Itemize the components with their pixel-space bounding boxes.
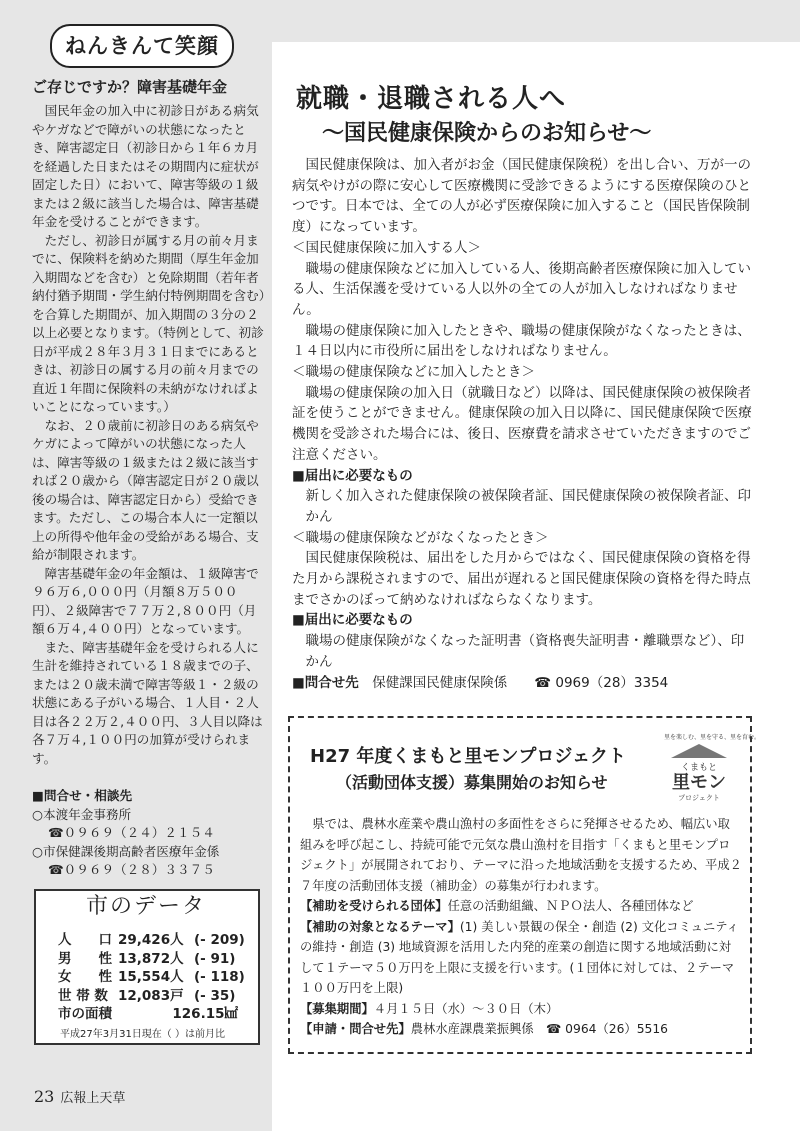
sidebar-paragraph: なお、２０歳前に初診日のある病気やケガによって障がいの状態になった人は、障害等級の１級または２級に該当すれば２０歳から（障害認定日が２０歳以後の場合は、障害認定日から）受給できます。ただし、この場合本人に一定額以上の所得や他年金の受給がある場合、支給が制限されます。 <box>32 417 259 562</box>
notice-item-label: 【補助を受けられる団体】 <box>300 899 448 913</box>
section-heading: ＜職場の健康保険などがなくなったとき＞ <box>292 529 549 546</box>
sidebar-paragraph: 障害基礎年金の年金額は、１級障害で９６万６,０００円（月額８万５００円）、２級障害で７７万２,８００円（月額６万４,４００円）となっています。 <box>32 565 259 636</box>
sidebar-paragraph: また、障害基礎年金を受けられる人に生計を維持されている１８歳までの子、または２０歳未満で障害等級１・２級の状態にある子がいる場合、１人目・２人目は各２２万２,４００円、３人目以降は各７万４,１００円の加算が受けられます。 <box>32 639 263 766</box>
logo-name-large: 里モン <box>672 772 726 793</box>
contact-heading: ■問合せ・相談先 <box>32 788 133 803</box>
article-subtitle: ～国民健康保険からのお知らせ～ <box>322 121 652 146</box>
notice-title: H27 年度くまもと里モンプロジェクト <box>310 746 627 767</box>
requirements-heading: ■届出に必要なもの <box>292 612 413 629</box>
contact-office: ○本渡年金事務所 <box>32 806 132 822</box>
page-number: 23 <box>34 1087 55 1106</box>
sidebar-contact <box>32 787 272 880</box>
notice-item-text: (1) 美しい景観の保全・創造 (2) 文化コミュニティの維持・創造 (3) 地域資源を活用した内発的産業の創造に関する地域活動に対して１テーマ５０万円を上限に支援を行います。(１団体に対しては、２テーマ１００万円を上限) <box>300 919 739 995</box>
city-data-title: 市のデータ <box>86 894 207 919</box>
satomon-logo <box>664 732 761 806</box>
notice-subtitle: （活動団体支援）募集開始のお知らせ <box>336 773 608 792</box>
notice-item-text: ４月１５日（水）～３０日（木） <box>373 1001 559 1016</box>
logo-tagline: 里を楽しむ、里を守る、里を育む。 <box>664 734 761 741</box>
notice-item <box>300 917 742 999</box>
notice-item-text: 農林水産課農業振興係 ☎ 0964（26）5516 <box>410 1022 669 1036</box>
city-data-row <box>58 968 308 987</box>
sidebar-body <box>32 102 268 768</box>
contact-dept: 保健課国民健康保険係 <box>372 674 508 691</box>
city-data-row <box>58 987 308 1006</box>
city-data-table <box>58 931 308 1024</box>
article-paragraph: 職場の健康保険などに加入している人、後期高齢者医療保険に加入している人、生活保護を受けている人以外の全ての人が加入しなければなりません。 <box>292 260 751 318</box>
data-value: 126.15㎢ <box>172 1006 238 1022</box>
city-data-row <box>58 950 308 969</box>
notice-body <box>300 814 742 1040</box>
data-label: 世 帯 数 <box>58 987 108 1004</box>
notice-item-label: 【募集期間】 <box>300 1001 374 1016</box>
notice-intro: 県では、農林水産業や農山漁村の多面性をさらに発揮させるため、幅広い取組みを呼び起こし、持続可能で元気な農山漁村を目指す「くまもと里モンプロジェクト」が展開されており、テーマに沿った地域活動を支援するため、平成２７年度の活動団体支援（補助金）の募集が行われます。 <box>300 817 742 893</box>
city-data-box <box>34 889 260 1045</box>
page-footer <box>34 1087 125 1106</box>
article-intro: 国民健康保険は、加入者がお金（国民健康保険税）を出し合い、万が一の病気やけがの際に安心して医療機関に受診できるようにする医療保険のひとつです。日本では、全ての人が必ず医療保険に加入すること（国民皆保険制度）になっています。 <box>292 157 751 236</box>
city-data-row <box>58 1005 308 1024</box>
data-value: 15,554人 <box>118 969 184 985</box>
notice-item-label: 【申請・問合せ先】 <box>300 1022 411 1036</box>
notice-item <box>300 1019 742 1040</box>
contact-label: ■問合せ先 <box>292 674 359 691</box>
contact-phone: ☎０９６９（２８）３３７５ <box>48 862 215 877</box>
data-change: (- 118) <box>194 969 245 985</box>
data-label: 人 口 <box>58 932 112 948</box>
article-contact <box>292 673 752 694</box>
contact-office: ○市保健課後期高齢者医療年金係 <box>32 843 220 859</box>
data-change: (- 209) <box>194 932 245 948</box>
contact-phone: ☎０９６９（２４）２１５４ <box>48 825 215 840</box>
header-band <box>272 0 800 42</box>
requirements-heading: ■届出に必要なもの <box>292 467 413 484</box>
article-body <box>292 155 752 693</box>
notice-item-label: 【補助の対象となるテーマ】 <box>300 919 460 934</box>
requirements-text: 職場の健康保険がなくなった証明書（資格喪失証明書・離職票など）、印かん <box>305 633 745 670</box>
data-label: 男 性 <box>58 950 112 967</box>
house-roof-icon <box>671 744 727 758</box>
notice-item <box>300 896 742 917</box>
data-label: 女 性 <box>58 969 112 985</box>
data-change: (- 35) <box>194 987 236 1004</box>
article-paragraph: 職場の健康保険の加入日（就職日など）以降は、国民健康保険の被保険者証を使うことができません。健康保険の加入日以降に、国民健康保険で医療機関を受診された場合には、後日、医療費を請求させていただきますのでご注意ください。 <box>292 384 752 463</box>
column-tag: ねんきんて笑顔 <box>50 24 234 68</box>
data-label: 市の面積 <box>58 1006 112 1022</box>
city-data-note: 平成27年3月31日現在（ ）は前月比 <box>60 1029 225 1040</box>
requirements-text: 新しく加入された健康保険の被保険者証、国民健康保険の被保険者証、印かん <box>305 488 751 525</box>
sidebar-title: ご存じですか？障害基礎年金 <box>32 78 228 96</box>
logo-name-small: くまもと <box>680 763 717 773</box>
sidebar-paragraph: ただし、初診日が属する月の前々月までに、保険料を納めた期間（厚生年金加入期間などを含む）と免除期間（若年者納付猶予期間・学生納付特例期間を含む）を合算した期間が、加入期間の３分の２以上必要となります。（特例として、初診日が平成２８年３月３１日までにあるときは、初診日の属する月の前々月までの直近１年間に保険料の未納がなければよいことになっています。） <box>32 232 265 414</box>
sidebar-paragraph: 国民年金の加入中に初診日がある病気やケガなどで障がいの状態になったとき、障害認定日（初診日から１年６カ月を経過した日またはその期間内に症状が固定した日）において、障害等級の１級または２級に該当した場合は、障害基礎年金を受けることができます。 <box>32 103 259 229</box>
logo-sub: プロジェクト <box>678 794 720 802</box>
data-value: 13,872人 <box>118 950 184 967</box>
article-paragraph: 国民健康保険税は、届出をした月からではなく、国民健康保険の資格を得た月から課税されますので、届出が遅れると国民健康保険の資格を得た時点までさかのぼって納めなければならなくなります。 <box>292 550 751 608</box>
notice-box <box>288 716 761 1054</box>
notice-item-text: 任意の活動組織、ＮＰＯ法人、各種団体など <box>447 899 694 913</box>
data-value: 12,083戸 <box>118 987 184 1004</box>
data-value: 29,426人 <box>118 932 184 948</box>
publication-name: 広報上天草 <box>60 1091 126 1106</box>
section-heading: ＜国民健康保険に加入する人＞ <box>292 239 481 256</box>
article-title: 就職・退職される人へ <box>296 84 567 114</box>
notice-item <box>300 999 742 1020</box>
section-heading: ＜職場の健康保険などに加入したとき＞ <box>292 364 535 381</box>
data-change: (- 91) <box>194 950 236 967</box>
city-data-row <box>58 931 308 950</box>
contact-phone: ☎ 0969（28）3354 <box>534 674 669 691</box>
article-paragraph: 職場の健康保険に加入したときや、職場の健康保険がなくなったときは、１４日以内に市役所に届出をしなければなりません。 <box>292 322 751 360</box>
